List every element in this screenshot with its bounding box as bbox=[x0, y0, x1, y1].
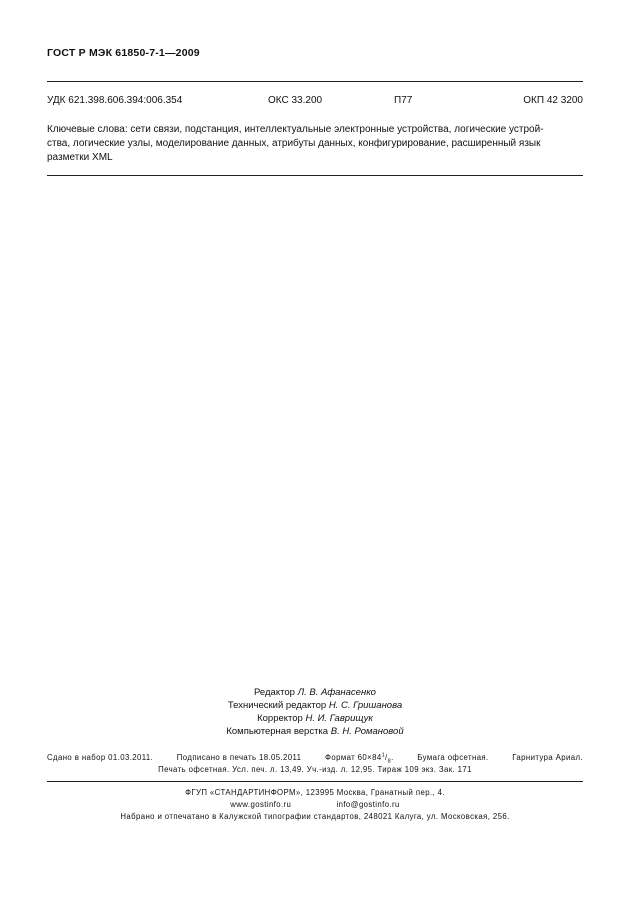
group-code: П77 bbox=[394, 95, 413, 106]
email-link[interactable]: info@gostinfo.ru bbox=[336, 800, 400, 809]
standard-code: ГОСТ Р МЭК 61850-7-1—2009 bbox=[47, 47, 200, 59]
udk-code: УДК 621.398.606.394:006.354 bbox=[47, 95, 183, 106]
keywords-line-2: ства, логические узлы, моделирование данных, атрибуты данных, конфигурирование, расширенный язык bbox=[47, 138, 541, 149]
okp-code: ОКП 42 3200 bbox=[523, 95, 583, 106]
printing-house: Набрано и отпечатано в Калужской типографии стандартов, 248021 Калуга, ул. Московская, 256. bbox=[120, 812, 510, 821]
publisher-address: ФГУП «СТАНДАРТИНФОРМ», 123995 Москва, Гранатный пер., 4. bbox=[185, 788, 445, 797]
credit-editor: Редактор Л. В. Афанасенко bbox=[254, 687, 376, 698]
publisher-contacts bbox=[47, 799, 583, 811]
print-info-line-2: Печать офсетная. Усл. печ. л. 13,49. Уч.-изд. л. 12,95. Тираж 109 экз. Зак. 171 bbox=[158, 765, 472, 774]
print-info-line-1: Сдано в набор 01.03.2011. Подписано в печать 18.05.2011 Формат $60\times 84^1/_8$. Бумага офсетная. Гарнитура Ариал. bbox=[47, 752, 583, 765]
credits-block bbox=[0, 686, 630, 738]
bottom-divider bbox=[47, 781, 583, 782]
keywords-block bbox=[47, 123, 585, 165]
website-link[interactable]: www.gostinfo.ru bbox=[230, 800, 292, 809]
credit-proofreader: Корректор Н. И. Гаврищук bbox=[257, 713, 373, 724]
publisher-block bbox=[47, 787, 583, 823]
top-divider bbox=[47, 81, 583, 82]
credit-technical-editor: Технический редактор Н. С. Гришанова bbox=[227, 700, 403, 711]
keywords-line-1: Ключевые слова: сети связи, подстанция, интеллектуальные электронные устройства, логические устрой- bbox=[47, 124, 544, 135]
keywords-line-3: разметки XML bbox=[47, 152, 113, 163]
keywords-divider bbox=[47, 175, 583, 176]
oks-code: ОКС 33.200 bbox=[268, 95, 323, 106]
classification-row bbox=[47, 95, 583, 109]
print-info bbox=[47, 752, 583, 776]
credit-layout: Компьютерная верстка В. Н. Романовой bbox=[226, 726, 404, 737]
format-info: Формат $60\times 84^1/_8$. bbox=[325, 752, 394, 765]
